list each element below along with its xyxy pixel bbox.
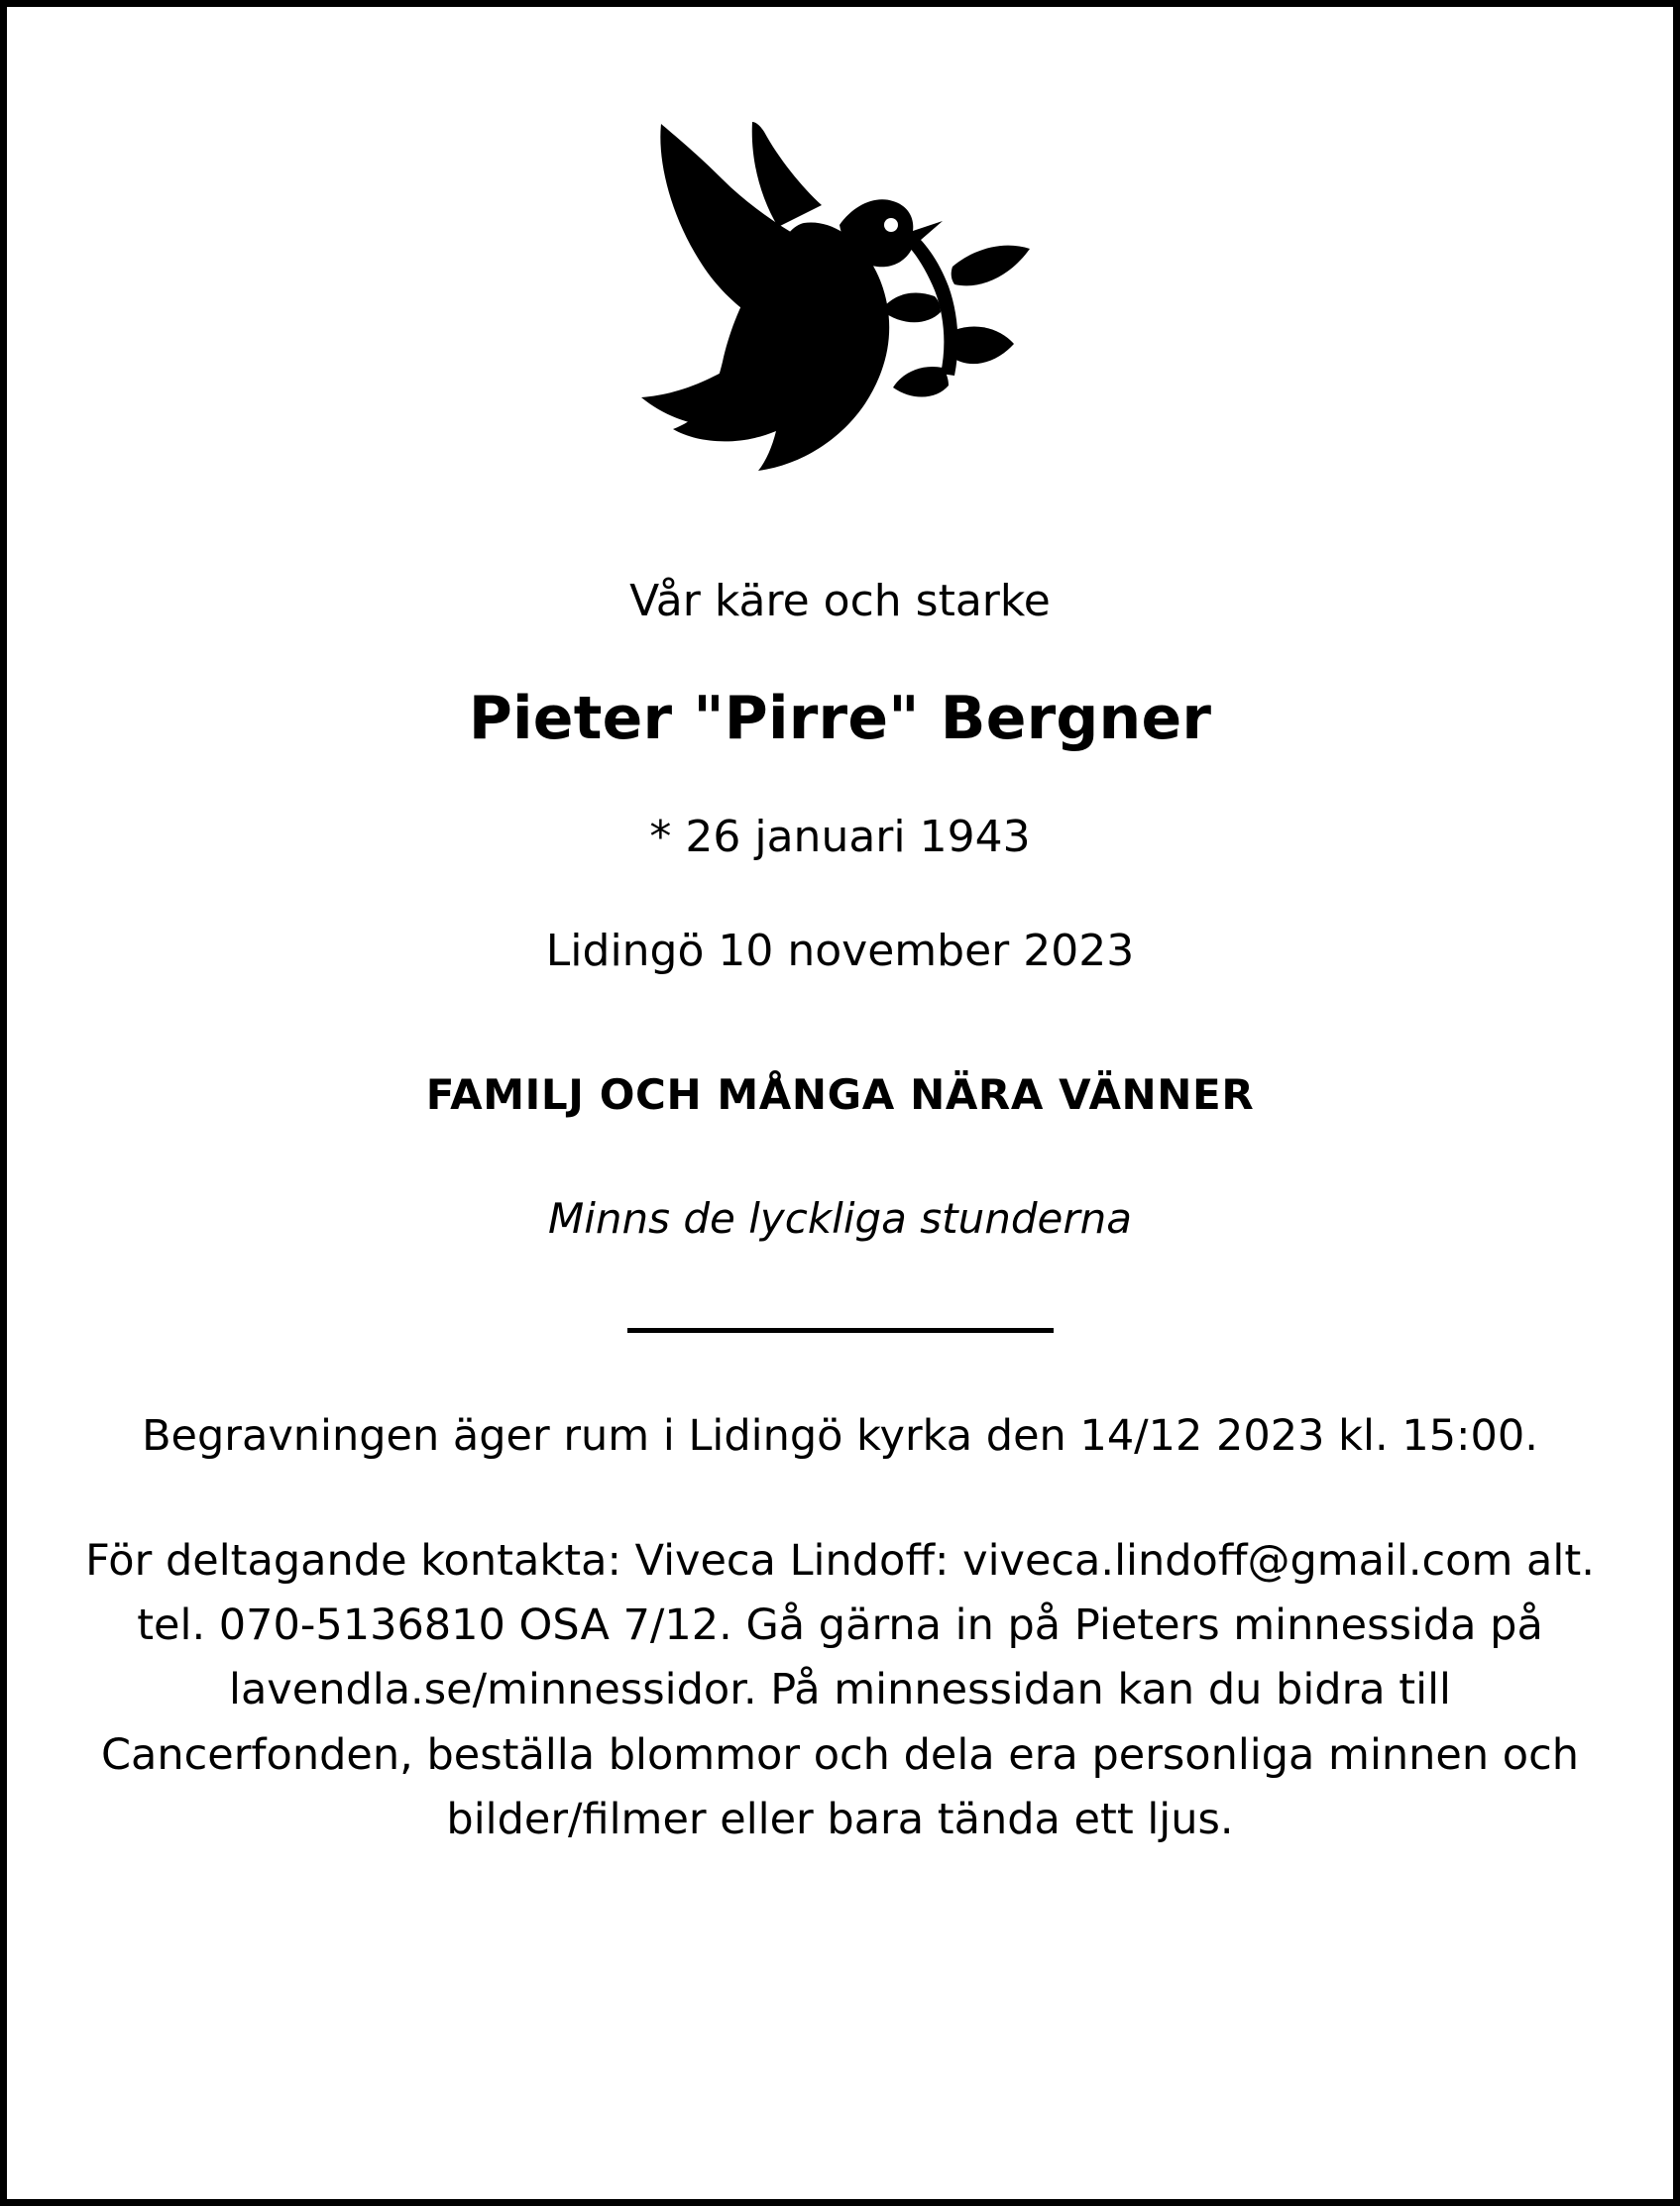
survivors-text: FAMILJ OCH MÅNGA NÄRA VÄNNER [425, 1070, 1255, 1119]
dove-with-olive-branch-icon [627, 102, 1054, 498]
ceremony-info: Begravningen äger rum i Lidingö kyrka den 14/12 2023 kl. 15:00. [142, 1411, 1538, 1461]
intro-text: Vår käre och starke [629, 576, 1051, 626]
contact-details: För deltagande kontakta: Viveca Lindoff: viveca.lindoff@gmail.com alt. tel. 070-5136810 OSA 7/12. Gå gärna in på Pieters minnessida på lavendla.se/minnessidor. På minnessidan kan du bidra till Cancerfonden, beställa blommor och dela era personliga minnen och bilder/filmer eller bara tända ett ljus. [85, 1535, 1595, 1845]
deceased-name: Pieter "Pirre" Bergner [468, 684, 1212, 753]
birth-date: * 26 januari 1943 [649, 812, 1031, 862]
memorial-verse: Minns de lyckliga stunderna [548, 1193, 1132, 1243]
divider [627, 1328, 1054, 1333]
death-place-and-date: Lidingö 10 november 2023 [545, 926, 1135, 976]
